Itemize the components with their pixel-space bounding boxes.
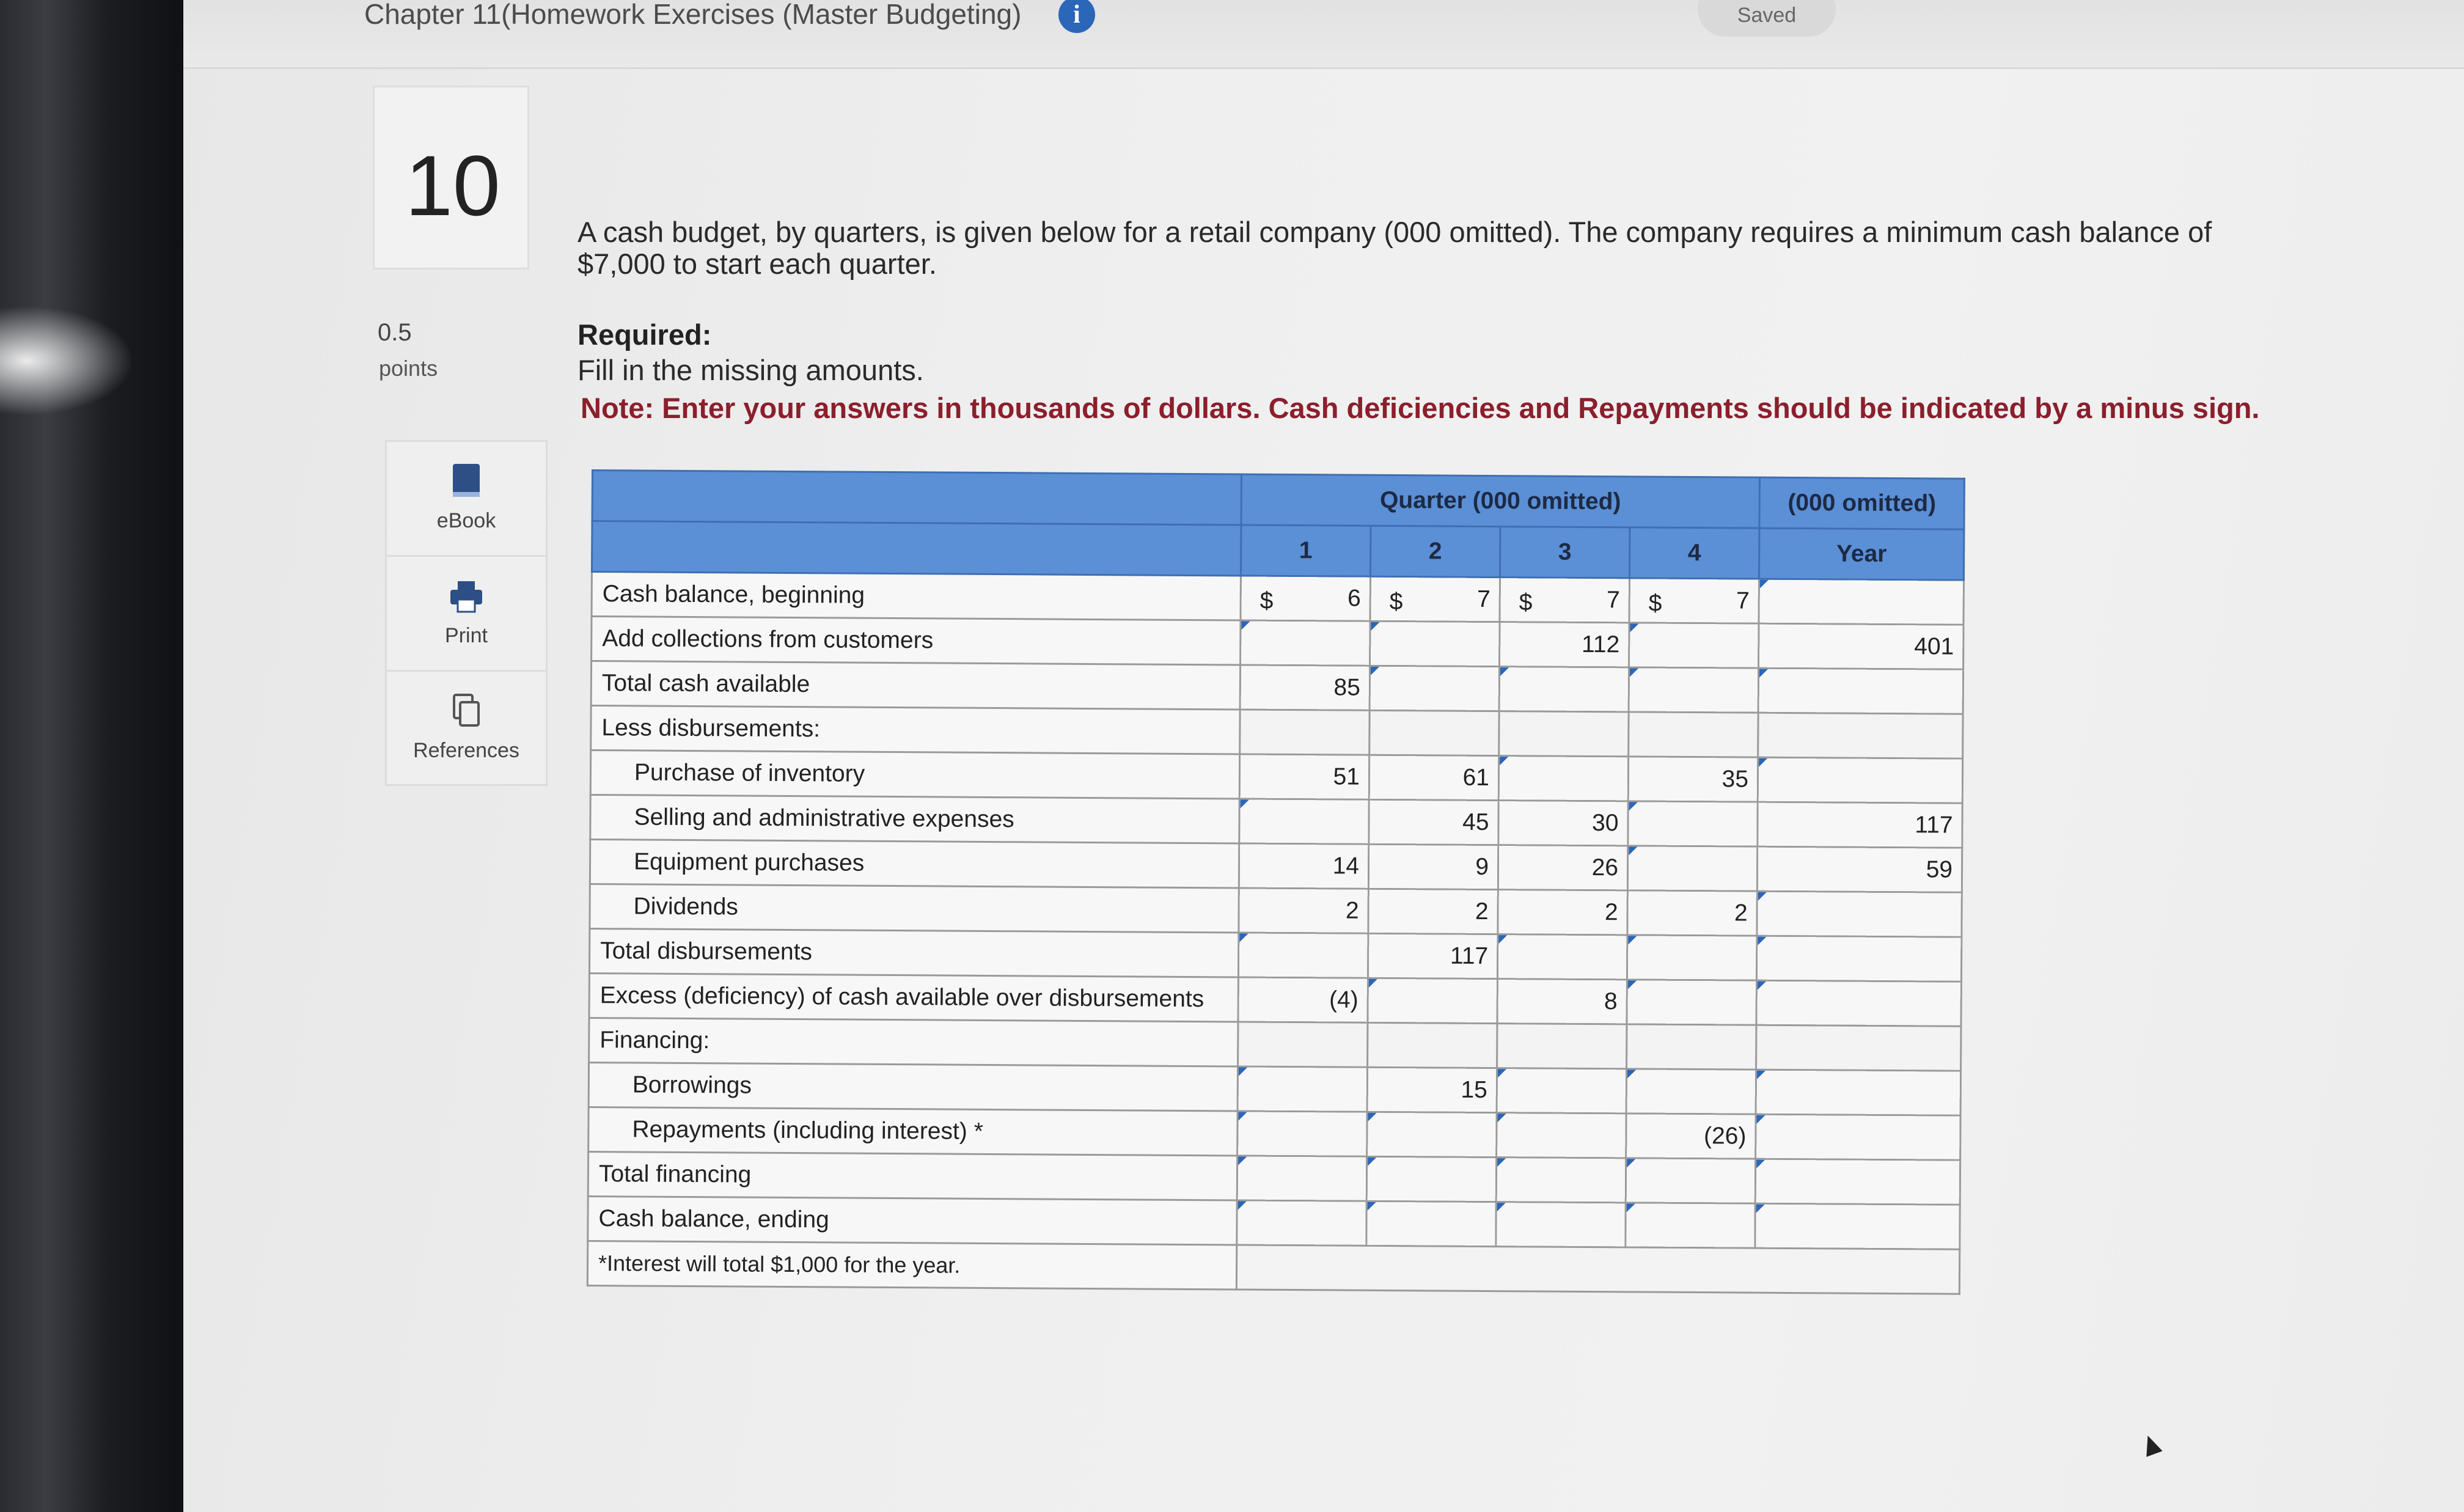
input-year[interactable] <box>1757 891 1962 937</box>
input-year[interactable] <box>1755 1159 1960 1205</box>
cell-q2 <box>1370 710 1499 755</box>
printer-icon <box>448 576 485 615</box>
header-blank <box>592 471 1241 525</box>
row-label: Purchase of inventory <box>590 750 1239 799</box>
info-icon[interactable]: i <box>1058 0 1095 33</box>
copy-icon <box>448 691 485 730</box>
footnote-blank <box>1236 1245 1959 1294</box>
cell-q2: 9 <box>1368 844 1498 889</box>
cell-year: 401 <box>1759 623 1964 669</box>
row-label: Add collections from customers <box>592 617 1241 665</box>
header-q3: 3 <box>1500 527 1630 578</box>
question-number: 10 <box>405 138 501 233</box>
input-q4[interactable] <box>1629 623 1759 668</box>
screen-glare <box>0 306 134 416</box>
input-q2[interactable] <box>1366 1201 1496 1246</box>
cell-q1 <box>1240 710 1370 755</box>
chapter-title: Chapter 11(Homework Exercises (Master Budgeting) <box>364 0 1022 30</box>
row-label: Total financing <box>588 1151 1237 1200</box>
saved-status: Saved <box>1698 0 1836 37</box>
input-q3[interactable] <box>1496 1158 1626 1203</box>
input-year[interactable] <box>1756 1114 1960 1160</box>
row-label: Total cash available <box>591 661 1240 710</box>
input-q4[interactable] <box>1628 801 1758 846</box>
input-q1[interactable] <box>1238 933 1368 978</box>
row-label: Borrowings <box>588 1062 1238 1110</box>
header-q2: 2 <box>1370 526 1500 577</box>
input-q3[interactable] <box>1498 756 1628 801</box>
table-footnote: *Interest will total $1,000 for the year. <box>587 1241 1236 1289</box>
cell-value: 7 <box>1736 587 1750 614</box>
row-label: Equipment purchases <box>590 839 1239 887</box>
points-value: 0.5 <box>378 319 412 346</box>
cell-year <box>1756 1025 1961 1071</box>
row-label: Dividends <box>590 884 1239 932</box>
input-q2[interactable] <box>1370 621 1500 666</box>
input-q1[interactable] <box>1239 799 1369 844</box>
screen <box>183 0 2464 1512</box>
question-number-box <box>373 86 529 270</box>
cell-q1: (4) <box>1238 977 1368 1022</box>
question-tools <box>385 440 548 786</box>
input-q1[interactable] <box>1241 620 1370 666</box>
input-q4[interactable] <box>1627 980 1756 1025</box>
cell-value: 7 <box>1606 587 1620 614</box>
input-q4[interactable] <box>1626 1203 1755 1248</box>
references-button[interactable] <box>387 672 546 785</box>
table-row <box>588 1107 1960 1160</box>
input-q4[interactable] <box>1627 846 1757 891</box>
input-q3[interactable] <box>1496 1202 1626 1247</box>
table-row <box>588 1151 1960 1205</box>
row-label: Cash balance, beginning <box>592 572 1241 620</box>
row-label: Selling and administrative expenses <box>590 795 1239 843</box>
required-label: Required: <box>578 318 712 351</box>
instruction-text: Fill in the missing amounts. <box>578 354 924 386</box>
input-q2[interactable] <box>1366 1156 1496 1202</box>
input-year[interactable] <box>1756 1070 1960 1115</box>
cell-q2: 2 <box>1368 889 1498 934</box>
input-q3[interactable] <box>1497 934 1627 980</box>
cash-budget-table <box>587 469 1964 1291</box>
cell-q3 <box>1497 1024 1627 1069</box>
row-label: Financing: <box>589 1018 1238 1066</box>
table-row <box>588 1062 1960 1115</box>
print-label: Print <box>445 624 488 647</box>
table-row <box>590 839 1962 892</box>
table-row <box>590 795 1962 848</box>
cell-q1: 14 <box>1239 843 1368 889</box>
cell-q4: (26) <box>1626 1114 1756 1159</box>
table-row <box>589 973 1961 1026</box>
input-year[interactable] <box>1758 668 1963 714</box>
top-bar <box>183 0 2464 69</box>
print-button[interactable] <box>387 557 546 672</box>
cell-q3: 2 <box>1498 890 1627 935</box>
header-q4: 4 <box>1629 527 1759 579</box>
table-row <box>590 884 1962 937</box>
input-q3[interactable] <box>1499 667 1629 712</box>
header-blank-2 <box>592 521 1241 576</box>
cell-q4 <box>1629 578 1759 623</box>
input-year[interactable] <box>1755 1203 1960 1249</box>
points-label: points <box>379 356 438 381</box>
cell-value: 6 <box>1347 585 1361 612</box>
cell-value: 7 <box>1476 585 1491 612</box>
header-year: Year <box>1759 528 1964 580</box>
row-label: Total disbursements <box>589 928 1238 977</box>
references-label: References <box>413 739 519 762</box>
cell-q4 <box>1627 1024 1756 1070</box>
cell-q2: 15 <box>1367 1067 1497 1112</box>
cell-q1: 51 <box>1239 754 1369 799</box>
input-q4[interactable] <box>1626 1158 1755 1203</box>
mouse-cursor-icon <box>2140 1433 2162 1457</box>
input-q2[interactable] <box>1368 978 1497 1023</box>
prompt-line-2: $7,000 to start each quarter. <box>578 248 937 280</box>
cell-q3: 26 <box>1498 845 1627 890</box>
cell-year: 117 <box>1758 802 1962 848</box>
cell-q3: 112 <box>1500 622 1629 667</box>
ebook-label: eBook <box>436 509 496 532</box>
cell-q1: 2 <box>1239 888 1368 933</box>
input-q1[interactable] <box>1238 1066 1367 1112</box>
table-row <box>589 928 1961 982</box>
monitor-bezel <box>0 0 183 1512</box>
input-q1[interactable] <box>1237 1200 1366 1246</box>
dollar-sign: $ <box>1648 590 1662 617</box>
cell-q3: 8 <box>1497 979 1627 1024</box>
cell-q2 <box>1370 576 1500 622</box>
cell-q4: 2 <box>1627 890 1757 936</box>
input-q1[interactable] <box>1237 1156 1366 1201</box>
header-quarter-group: Quarter (000 omitted) <box>1241 474 1760 528</box>
input-q4[interactable] <box>1629 667 1758 713</box>
ebook-button[interactable] <box>387 442 546 557</box>
cell-q4 <box>1629 712 1758 757</box>
cell-q1 <box>1241 576 1370 621</box>
table-row <box>591 661 1963 714</box>
cell-q2 <box>1368 1022 1497 1068</box>
table-row <box>592 617 1964 670</box>
row-label: Repayments (including interest) * <box>588 1107 1238 1155</box>
input-q4[interactable] <box>1626 1069 1756 1114</box>
input-q1[interactable] <box>1238 1111 1367 1156</box>
cell-q1 <box>1238 1022 1368 1067</box>
table-row <box>589 1018 1961 1071</box>
input-year[interactable] <box>1758 757 1962 803</box>
dollar-sign: $ <box>1389 588 1403 615</box>
input-q3[interactable] <box>1497 1113 1626 1158</box>
input-q4[interactable] <box>1627 935 1756 980</box>
cell-q3 <box>1499 711 1629 757</box>
input-year[interactable] <box>1756 936 1961 982</box>
input-q2[interactable] <box>1370 666 1499 711</box>
cell-q3: 30 <box>1498 801 1628 846</box>
row-label: Less disbursements: <box>591 706 1240 754</box>
cell-q1: 85 <box>1240 665 1370 710</box>
cell-q4: 35 <box>1628 757 1758 802</box>
table-row <box>590 750 1962 804</box>
table-row <box>588 1196 1960 1249</box>
input-q2[interactable] <box>1367 1112 1497 1157</box>
book-icon <box>448 461 485 501</box>
input-q3[interactable] <box>1497 1068 1626 1114</box>
row-label: Cash balance, ending <box>588 1196 1237 1244</box>
dollar-sign: $ <box>1519 589 1533 616</box>
cell-q2: 117 <box>1368 933 1497 978</box>
cell-q3 <box>1500 578 1629 623</box>
input-year[interactable] <box>1759 579 1964 625</box>
table-row <box>587 1241 1959 1294</box>
prompt-line-1: A cash budget, by quarters, is given below for a retail company (000 omitted). The company requires a minimum cash balance of <box>578 216 2212 248</box>
cell-q2: 61 <box>1369 755 1498 800</box>
cell-q2: 45 <box>1369 799 1498 845</box>
dollar-sign: $ <box>1260 587 1274 614</box>
header-year-group: (000 omitted) <box>1759 477 1965 529</box>
row-label: Excess (deficiency) of cash available over disbursements <box>589 973 1238 1021</box>
header-q1: 1 <box>1241 525 1371 576</box>
cell-year <box>1758 713 1963 758</box>
table-row <box>592 572 1964 625</box>
answer-note: Note: Enter your answers in thousands of dollars. Cash deficiencies and Repayments should be indicated by a minus sign. <box>581 392 2260 424</box>
cell-year: 59 <box>1757 846 1962 892</box>
table-row <box>591 706 1963 759</box>
input-year[interactable] <box>1756 980 1961 1026</box>
